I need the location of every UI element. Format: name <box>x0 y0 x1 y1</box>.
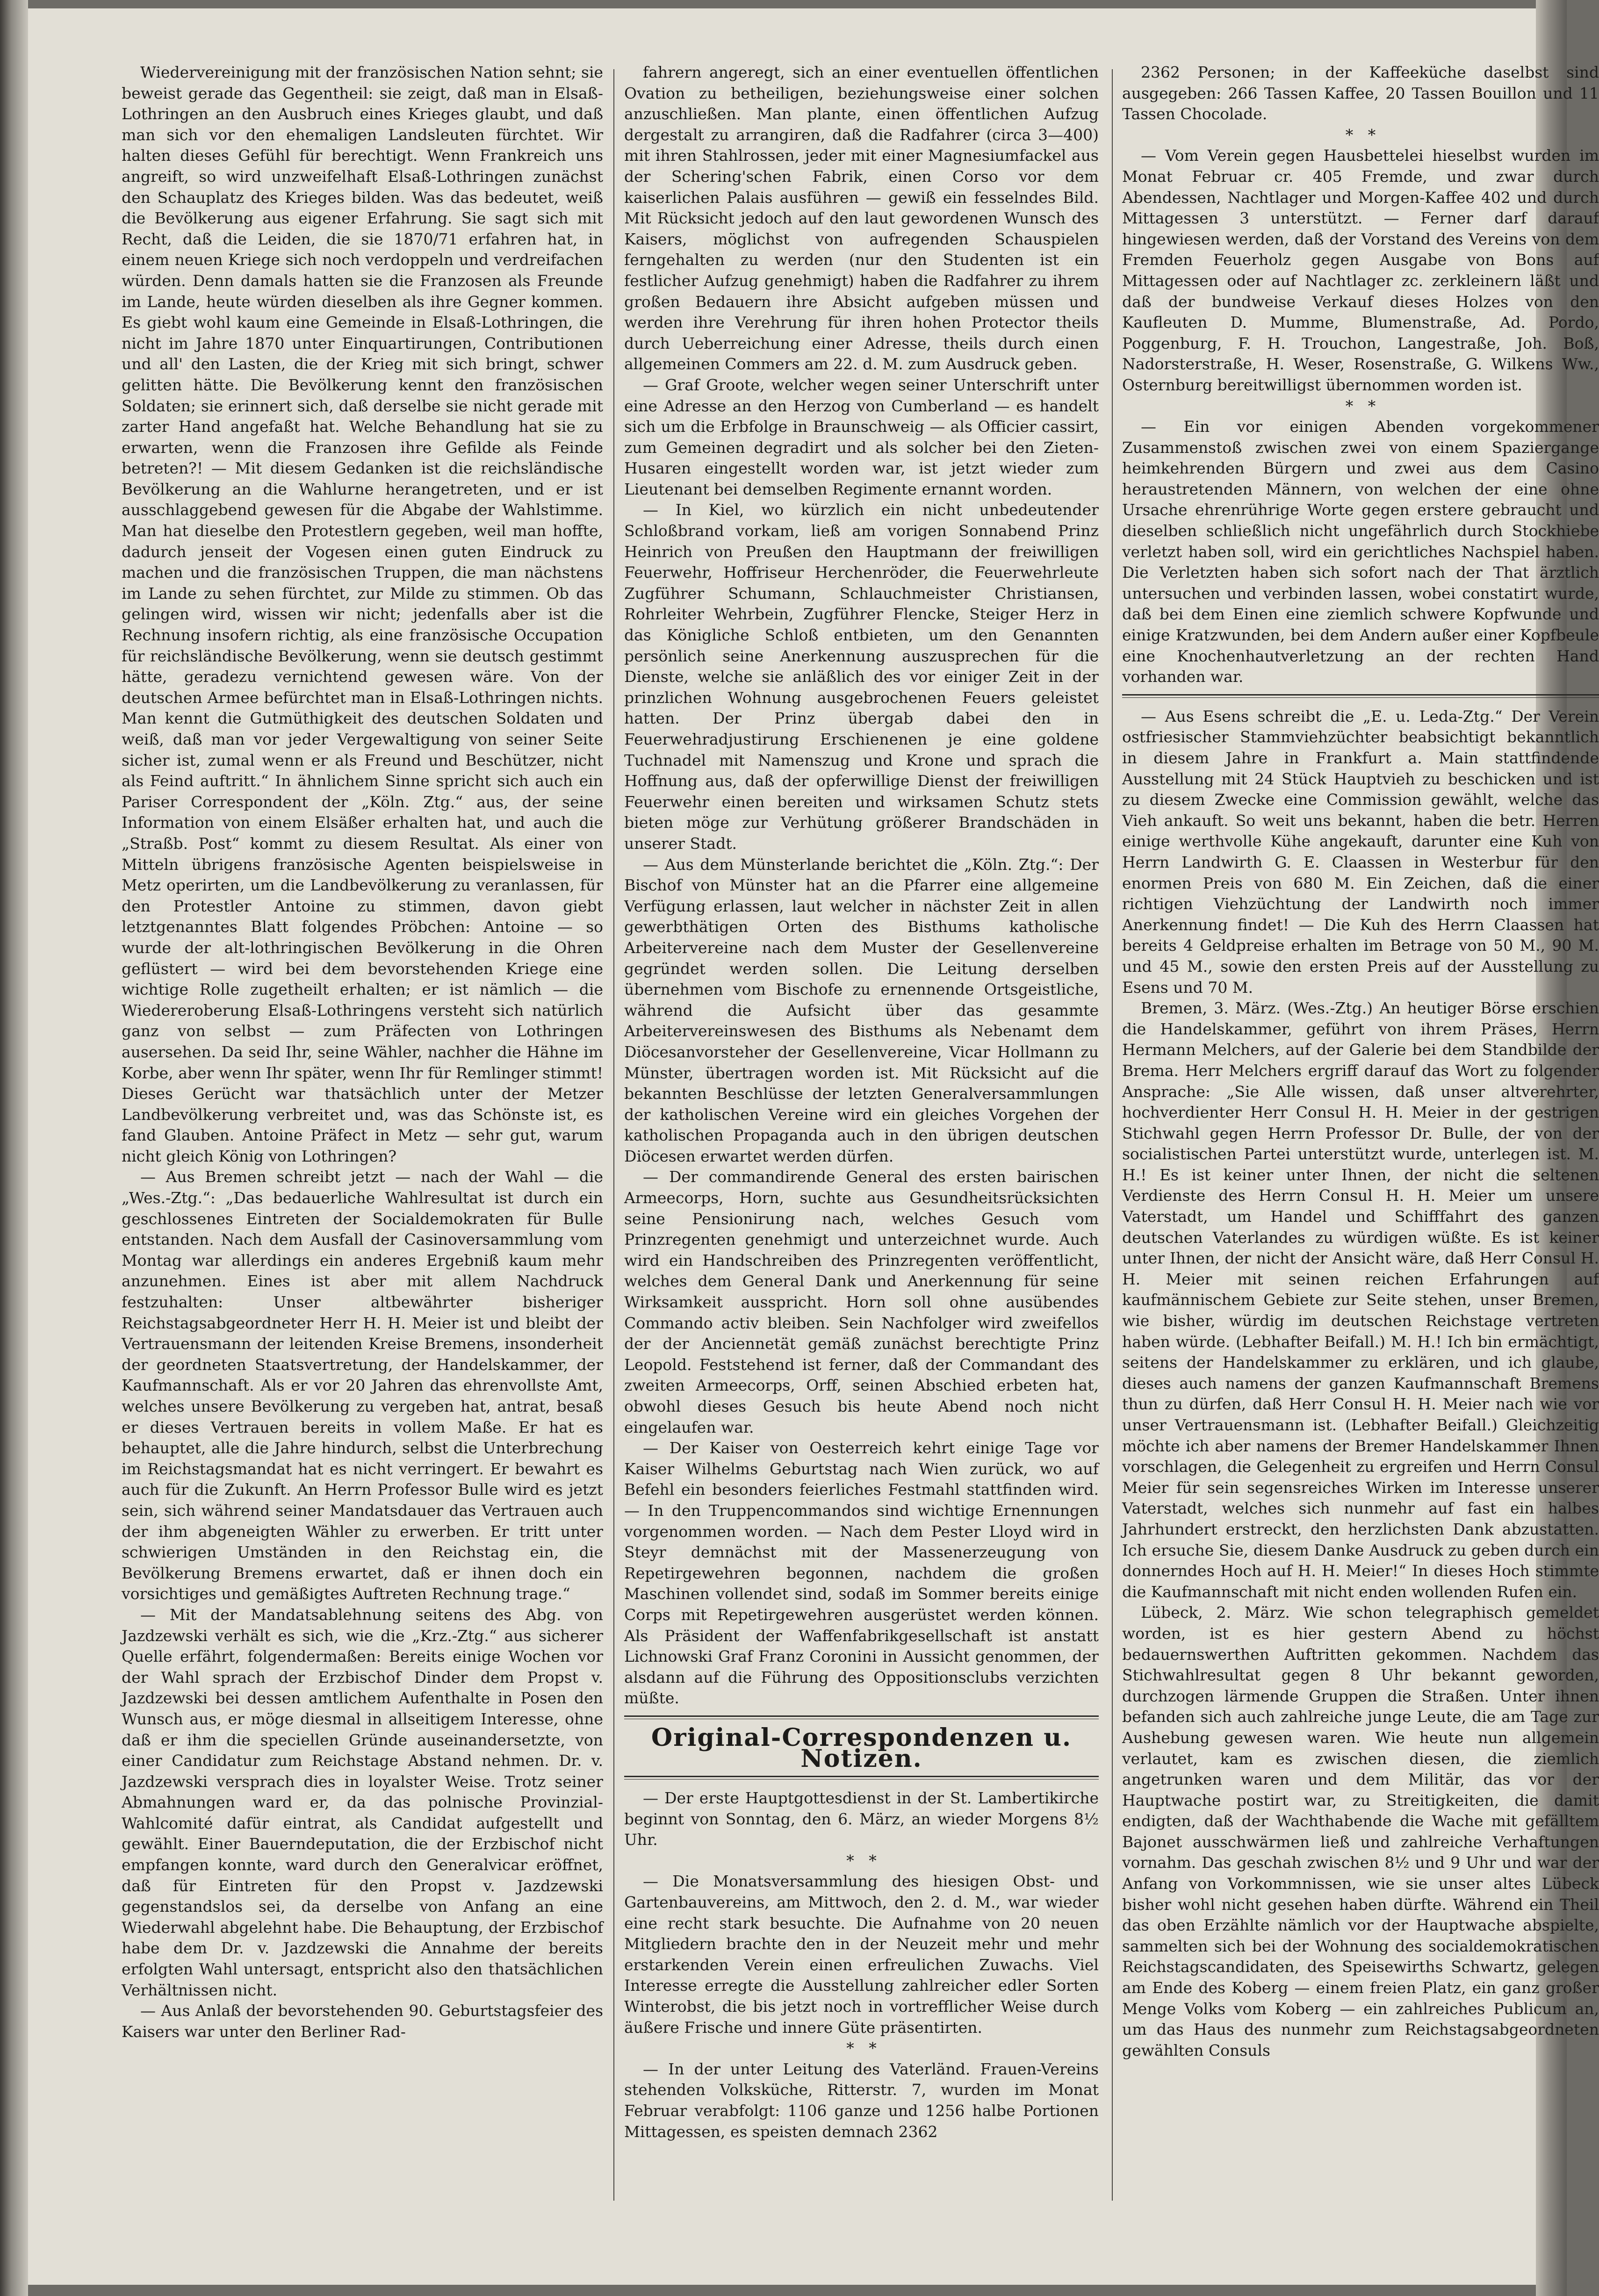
column-3 <box>1122 62 1599 2240</box>
article-paragraph: — In Kiel, wo kürzlich ein nicht unbedeutender Schloßbrand vorkam, ließ am vorigen Sonnabend Prinz Heinrich von Preußen den Hauptmann der freiwilligen Feuerwehr, Hoffriseur Herchenröder, die Feuerwehrleute Zugführer Schumann, Schlauchmeister Christiansen, Rohrleiter Wehrbein, Zugführer Flencke, Steiger Herz in das Königliche Schloß entbieten, um den Genannten persönlich seine Anerkennung auszusprechen für die Dienste, welche sie anläßlich des vor einiger Zeit in der prinzlichen Wohnung ausgebrochenen Feuers geleistet hatten. Der Prinz übergab dabei den in Feuerwehradjustirung Erschienenen je eine goldene Tuchnadel mit Namenszug und Krone und sprach die Hoffnung aus, daß der opferwillige Dienst der freiwilligen Feuerwehr einen bereiten und wirksamen Schutz stets bieten möge zur Verhütung größerer Brandschäden in unserer Stadt. <box>624 501 1099 853</box>
article-paragraph: — Ein vor einigen Abenden vorgekommener Zusammenstoß zwischen zwei von einem Spaziergange heimkehrenden Bürgern und zwei aus dem Casino heraustretenden Männern, von welchen der eine ohne Ursache ehrenrührige Worte gegen erstere gebraucht und dieselben schließlich nicht ungefährlich durch Stockhiebe verletzt haben soll, wird ein gerichtliches Nachspiel haben. Die Verletzten haben sich sofort nach der That ärztlich untersuchen und verbinden lassen, wobei constatirt wurde, daß bei dem Einen eine ziemlich schwere Kopfwunde und einige Kratzwunden, bei dem Andern außer einer Kopfbeule eine Knochenhautverletzung an der rechten Hand vorhanden war. <box>1122 417 1599 686</box>
newspaper-page <box>28 8 1599 2285</box>
article-paragraph: 2362 Personen; in der Kaffeeküche daselbst sind ausgegeben: 266 Tassen Kaffee, 20 Tassen Bouillon und 11 Tassen Chocolade. <box>1122 63 1599 123</box>
column-1 <box>122 62 603 2240</box>
article-paragraph: — Graf Groote, welcher wegen seiner Unterschrift unter eine Adresse an den Herzog von Cumberland — es handelt sich um die Erbfolge in Braunschweig — als Officier cassirt, zum Gemeinen degradirt und als solcher bei den Zieten-Husaren eingestellt worden war, ist jetzt wieder zum Lieutenant bei demselben Regimente ernannt worden. <box>624 375 1099 498</box>
article-paragraph: Lübeck, 2. März. Wie schon telegraphisch gemeldet worden, ist es hier gestern Abend zu höchst bedauernswerthen Auftritten gekommen. Nachdem das Stichwahlresultat gegen 8 Uhr bekannt geworden, durchzogen lärmende Gruppen die Straßen. Unter ihnen befanden sich auch zahlreiche junge Leute, die am Tage zur Aushebung gewesen waren. Wie heute nun allgemein verlautet, kam es zwischen diesen, die ziemlich angetrunken waren und dem Militär, das vor der Hauptwache postirt war, zu Streitigkeiten, die damit endigten, daß der Wachthabende die Wache mit gefälltem Bajonet ausschwärmen ließ und zahlreiche Verhaftungen vornahm. Das geschah zwischen 8½ und 9 Uhr und war der Anfang von Vorkommnissen, wie sie unser altes Lübeck bisher wohl nicht gesehen haben dürfte. Während ein Theil das oben Erzählte nämlich vor der Hauptwache abspielte, sammelten sich bei der Wohnung des socialdemokratischen Reichstagscandidaten, des Speisewirths Schwartz, gelegen am Ende des Koberg — einem freien Platz, ein ganz großer Menge Volks vom Koberg — ein zahlreiches Publicum an, um das Haus des nunmehr zum Reichstagsabgeordneten gewählten Consuls <box>1122 1603 1599 2059</box>
book-binding-shadow <box>0 0 28 2296</box>
section-divider <box>624 1776 1099 1779</box>
article-paragraph: — Der commandirende General des ersten bairischen Armeecorps, Horn, suchte aus Gesundheitsrücksichten seine Pensionirung nach, welches Gesuch vom Prinzregenten genehmigt und unterzeichnet wurde. Auch wird ein Handschreiben des Prinzregenten veröffentlicht, welches dem General Dank und Anerkennung für seine Wirksamkeit ausspricht. Horn soll ohne ausübendes Commando activ bleiben. Sein Nachfolger wird zweifellos der der Anciennetät gemäß zunächst berechtigte Prinz Leopold. Feststehend ist ferner, daß der Commandant des zweiten Armeecorps, Orff, seinen Abschied erbeten hat, obwohl dieses Gesuch bis heute Abend noch nicht eingelaufen war. <box>624 1168 1099 1436</box>
article-paragraph: fahrern angeregt, sich an einer eventuellen öffentlichen Ovation zu betheiligen, beziehungsweise einer solchen anzuschließen. Man plante, einen öffentlichen Aufzug dergestalt zu arrangiren, daß die Radfahrer (circa 3—400) mit ihren Stahlrossen, jeder mit einer Magnesiumfackel aus der Schering'schen Fabrik, einen Corso vor dem kaiserlichen Palais ausführen — gewiß ein fesselndes Bild. Mit Rücksicht jedoch auf den laut gewordenen Wunsch des Kaisers, möglichst von aufregenden Schauspielen ferngehalten zu werden (nur den Studenten ist ein festlicher Aufzug genehmigt) haben die Radfahrer zu ihrem großen Bedauern ihre Absicht aufgeben müssen und werden ihre Verehrung für ihren hohen Protector theils durch Ueberreichung einer Adresse, theils durch einen allgemeinen Commers am 22. d. M. zum Ausdruck geben. <box>624 63 1099 373</box>
article-paragraph: — In der unter Leitung des Vaterländ. Frauen-Vereins stehenden Volksküche, Ritterstr. 7, wurden im Monat Februar verabfolgt: 1106 ganze und 1256 halbe Portionen Mittagessen, es speisten demnach 2362 <box>624 2059 1099 2141</box>
star-separator: * * <box>846 1851 877 1870</box>
star-separator: * * <box>1345 396 1376 415</box>
article-paragraph: — Die Monatsversammlung des hiesigen Obst- und Gartenbauvereins, am Mittwoch, den 2. d. M., war wieder eine recht stark besuchte. Die Aufnahme von 20 neuen Mitgliedern brachte den in der Neuzeit mehr und mehr erstarkenden Verein einen erfreulichen Zuwachs. Viel Interesse erregte die Ausstellung zahlreicher edler Sorten Winterobst, die bis jetzt noch in vortrefflicher Weise durch äußere Frische und innere Güte präsentirten. <box>624 1872 1099 2037</box>
star-separator: * * <box>846 2039 877 2058</box>
article-paragraph: — Aus dem Münsterlande berichtet die „Köln. Ztg.“: Der Bischof von Münster hat an die Pfarrer eine allgemeine Verfügung erlassen, laut welcher in nächster Zeit in allen gewerbthätigen Orten des Bisthums katholische Arbeitervereine nach dem Muster der Gesellenvereine gegründet werden sollen. Die Leitung derselben übernehmen vom Bischofe zu ernennende Ortsgeistliche, während die Aufsicht über das gesammte Arbeitervereinswesen des Bisthums als Nebenamt dem Diöcesanvorsteher der Gesellenvereine, Vicar Hollmann zu Münster, übertragen worden ist. Mit Rücksicht auf die bekannten Beschlüsse der letzten Generalversammlungen der katholischen Vereine wird ein gleiches Vorgehen der katholischen Propaganda auch in den übrigen deutschen Diöcesen erwartet werden dürfen. <box>624 855 1099 1165</box>
article-paragraph: — Vom Verein gegen Hausbettelei hieselbst wurden im Monat Februar cr. 405 Fremde, und zwar durch Abendessen, Nachtlager und Morgen-Kaffee 402 und durch Mittagessen 3 unterstützt. — Ferner darf darauf hingewiesen werden, daß der Vorstand des Vereins von dem Fremden Feuerholz gegen Ausgabe von Bons auf Mittagessen oder auf Nachtlager zc. zerkleinern läßt und daß der bundweise Verkauf dieses Holzes von den Kaufleuten D. Mumme, Blumenstraße, Ad. Pordo, Poggenburg, F. H. Trouchon, Langestraße, Joh. Boß, Nadorsterstraße, H. Weser, Rosenstraße, G. Wilkens Ww., Osternburg bereitwilligst übernommen worden ist. <box>1122 146 1599 394</box>
section-divider <box>624 1715 1099 1719</box>
article-paragraph: — Mit der Mandatsablehnung seitens des Abg. von Jazdzewski verhält es sich, wie die „Krz.-Ztg.“ aus sicherer Quelle erfährt, folgendermaßen: Bereits einige Wochen vor der Wahl sprach der Erzbischof Dinder dem Propst v. Jazdzewski bei dessen amtlichem Aufenthalte in Posen den Wunsch aus, er möge diesmal in allseitigem Interesse, ohne daß er ihm die speciellen Gründe auseinandersetzte, von einer Candidatur zum Reichstage Abstand nehmen. Dr. v. Jazdzewski versprach dies in loyalster Weise. Trotz seiner Abmahnungen ward er, da das polnische Provinzial-Wahlcomité dafür eintrat, als Candidat aufgestellt und gewählt. Einer Bauerndeputation, die der Erzbischof nicht empfangen konnte, ward durch den Generalvicar eröffnet, daß für Eintreten für den Propst v. Jazdzewski gegenstandslos sei, da derselbe von Anfang an eine Wiederwahl abgelehnt habe. Die Behauptung, der Erzbischof habe dem Dr. v. Jazdzewski die Annahme der bereits erfolgten Wahl untersagt, entspricht also den thatsächlichen Verhältnissen nicht. <box>122 1605 603 1999</box>
article-paragraph: Wiedervereinigung mit der französischen Nation sehnt; sie beweist gerade das Gegentheil: sie zeigt, daß man in Elsaß-Lothringen an den Ausbruch eines Krieges glaubt, und daß man sich vor den ehemaligen Landsleuten fürchtet. Wir halten dieses Gefühl für berechtigt. Wenn Frankreich uns angreift, so wird unzweifelhaft Elsaß-Lothringen zunächst den Schauplatz des Krieges bilden. Was das bedeutet, weiß die Bevölkerung aus eigener Erfahrung. Sie sagt sich mit Recht, daß die Leiden, die sie 1870/71 erfahren hat, in einem neuen Kriege sich noch verdoppeln und verdreifachen würden. Denn damals hatten sie die Franzosen als Freunde im Lande, heute würden dieselben als ihre Gegner kommen. Es giebt wohl kaum eine Gemeinde in Elsaß-Lothringen, die nicht im Jahre 1870 unter Einquartirungen, Contributionen und all' den Lasten, die der Krieg mit sich bringt, schwer gelitten hätte. Die Bevölkerung kennt den französischen Soldaten; sie erinnert sich, daß derselbe sie nicht gerade mit zarter Hand angefaßt hat. Welche Behandlung hat sie zu erwarten, wenn die Franzosen ihre Gefilde als Feinde betreten?! — Mit diesem Gedanken ist die reichsländische Bevölkerung an die Wahlurne herangetreten, und er ist ausschlaggebend gewesen für die Abgabe der Wahlstimme. Man hat dieselbe den Protestlern gegeben, weil man hoffte, dadurch jenseit der Vogesen einen guten Eindruck zu machen und die französischen Truppen, die man nächstens im Lande zu sehen fürchtet, zur Milde zu stimmen. Ob das gelingen wird, wissen wir nicht; jedenfalls aber ist die Rechnung insofern richtig, als eine französische Occupation für reichsländische Bevölkerung, wenn sie deutsch gestimmt hätte, geradezu vernichtend gewesen wäre. Von der deutschen Armee befürchtet man in Elsaß-Lothringen nichts. Man kennt die Gutmüthigkeit des deutschen Soldaten und weiß, daß man vor jeder Vergewaltigung von seiner Seite sicher ist, zumal wenn er als Freund und Beschützer, nicht als Feind auftritt.“ In ähnlichem Sinne spricht sich auch ein Pariser Correspondent der „Köln. Ztg.“ aus, der seine Information von einem Elsäßer erhalten hat, und auch die „Straßb. Post“ kommt zu diesem Resultat. Als einer von Mitteln übrigens französische Agenten beispielsweise in Metz operirten, um die Landbevölkerung zu veranlassen, für den Protestler Antoine zu stimmen, davon giebt letztgenanntes Blatt folgendes Pröbchen: Antoine — so wurde der alt-lothringischen Bevölkerung in die Ohren geflüstert — wird bei dem bevorstehenden Kriege eine wichtige Rolle zugetheilt erhalten; er ist nämlich — die Wiedereroberung Elsaß-Lothringens versteht sich natürlich ganz von selbst — zum Präfecten von Lothringen ausersehen. Da seid Ihr, seine Wähler, nachher die Hähne im Korbe, aber wenn Ihr später, wenn Ihr für Remlinger stimmt! Dieses Gerücht war thatsächlich unter der Metzer Landbevölkerung verbreitet und, was das Schönste ist, es fand Glauben. Antoine Präfect in Metz — sehr gut, warum nicht gleich König von Lothringen? <box>122 63 603 1165</box>
article-paragraph: — Aus Anlaß der bevorstehenden 90. Geburtstagsfeier des Kaisers war unter den Berliner Rad- <box>122 2002 603 2041</box>
article-paragraph: — Aus Bremen schreibt jetzt — nach der Wahl — die „Wes.-Ztg.“: „Das bedauerliche Wahlresultat ist durch ein geschlossenes Eintreten der Socialdemokraten für Bulle entstanden. Nach dem Ausfall der Casinoversammlung vom Montag war allerdings ein anderes Ergebniß kaum mehr anzunehmen. Eines ist aber mit allem Nachdruck festzuhalten: Unser altbewährter bisheriger Reichstagsabgeordneter Herr H. H. Meier ist und bleibt der Vertrauensmann der leitenden Kreise Bremens, insonderheit der geordneten Staatsvertretung, der Handelskammer, der Kaufmannschaft. Als er vor 20 Jahren das ehrenvollste Amt, welches unsere Bevölkerung zu vergeben hat, antrat, besaß er dieses Vertrauen bereits in vollem Maße. Er hat es behauptet, alle die Jahre hindurch, selbst die Unterbrechung im Reichstagsmandat hat es nicht verringert. Er bewahrt es auch für die Zukunft. An Herrn Professor Bulle wird es jetzt sein, sich während seiner Mandatsdauer das Vertrauen auch der ihm abgeneigten Wähler zu erwerben. Er tritt unter schwierigen Umständen in den Reichstag ein, die Bevölkerung Bremens erwartet, daß er ihnen doch ein vorsichtiges und gemäßigtes Auftreten Rechnung trage.“ <box>122 1168 603 1603</box>
article-divider <box>1122 694 1599 698</box>
article-paragraph: — Der Kaiser von Oesterreich kehrt einige Tage vor Kaiser Wilhelms Geburtstag nach Wien zurück, wo auf Befehl ein besonders feierliches Festmahl stattfinden wird. — In den Truppencommandos sind wichtige Ernennungen vorgenommen worden. — Nach dem Pester Lloyd wird in Steyr demnächst mit der Massenerzeugung von Repetirgewehren begonnen, nachdem die großen Maschinen vollendet sind, sodaß im Sommer bereits einige Corps mit Repetirgewehren ausgerüstet werden können. Als Präsident der Waffenfabrikgesellschaft ist anstatt Lichnowski Graf Franz Coronini in Aussicht genommen, der alsdann auf die Führung des Oppositionsclubs verzichten müßte. <box>624 1439 1099 1708</box>
article-paragraph: Bremen, 3. März. (Wes.-Ztg.) An heutiger Börse erschien die Handelskammer, geführt von ihrem Präses, Herrn Hermann Melchers, auf der Galerie bei dem Standbilde der Brema. Herr Melchers ergriff darauf das Wort zu folgender Ansprache: „Sie Alle wissen, daß unser altverehrter, hochverdienter Herr Consul H. H. Meier in der gestrigen Stichwahl gegen Herrn Professor Dr. Bulle, der von der socialistischen Partei unterstützt wurde, unterlegen ist. M. H.! Es ist keiner unter Ihnen, der nicht die seltenen Verdienste des Herrn Consul H. H. Meier um unsere Vaterstadt, um Handel und Schifffahrt des ganzen deutschen Vaterlandes zu würdigen wüßte. Es ist keiner unter Ihnen, der nicht der Ansicht wäre, daß Herr Consul H. H. Meier mit seinen reichen Erfahrungen auf kaufmännischem Gebiete zur Seite stehen, unser Bremen, wie bisher, würdig im deutschen Reichstage vertreten haben würde. (Lebhafter Beifall.) M. H.! Ich bin ermächtigt, seitens der Handelskammer zu erklären, und ich glaube, dieses auch namens der ganzen Kaufmannschaft Bremens thun zu dürfen, daß Herr Consul H. H. Meier nach wie vor unser Vertrauensmann ist. (Lebhafter Beifall.) Gleichzeitig möchte ich aber namens der Bremer Handelskammer Ihnen vorschlagen, die Gelegenheit zu ergreifen und Herrn Consul Meier für sein segensreiches Wirken im Interesse unserer Vaterstadt, welches sich nunmehr auf fast ein halbes Jahrhundert erstreckt, den herzlichsten Dank abzustatten. Ich ersuche Sie, diesem Danke Ausdruck zu geben durch ein donnerndes Hoch auf H. H. Meier!“ In dieses Hoch stimmte die Kaufmannschaft mit nicht enden wollenden Rufen ein. <box>1122 999 1599 1601</box>
article-paragraph: — Der erste Hauptgottesdienst in der St. Lambertikirche beginnt von Sonntag, den 6. März, an wieder Morgens 8½ Uhr. <box>624 1789 1099 1849</box>
column-2 <box>624 62 1099 2240</box>
column-rule <box>1112 69 1113 2201</box>
star-separator: * * <box>1345 125 1376 144</box>
column-rule <box>613 69 614 2201</box>
section-heading: Original-Correspondenzen u. Notizen. <box>651 1723 1072 1773</box>
article-paragraph: — Aus Esens schreibt die „E. u. Leda-Ztg.“ Der Verein ostfriesischer Stammviehzüchter beabsichtigt bekanntlich in diesem Jahre in Frankfurt a. Main stattfindende Ausstellung mit 24 Stück Hauptvieh zu beschicken und ist zu diesem Zwecke eine Commission gewählt, welche das Vieh ankauft. So weit uns bekannt, haben die betr. Herren einige werthvolle Kühe angekauft, darunter eine Kuh von Herrn Landwirth G. E. Claassen in Westerbur für den enormen Preis von 680 M. Ein Zeichen, daß die einer richtigen Viehzüchtung der Landwirth noch immer Anerkennung findet! — Die Kuh des Herrn Claassen hat bereits 4 Geldpreise erhalten im Betrage von 50 M., 90 M. und 45 M., sowie den ersten Preis auf der Ausstellung zu Esens und 70 M. <box>1122 707 1599 997</box>
